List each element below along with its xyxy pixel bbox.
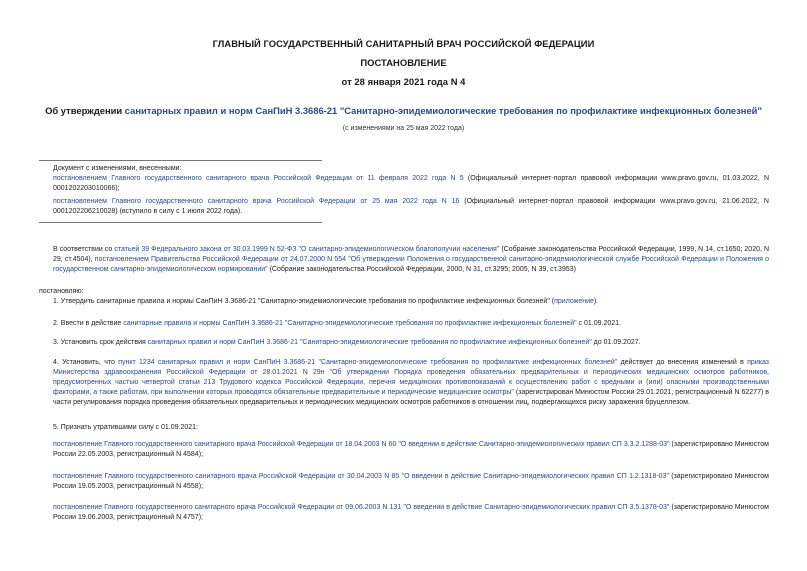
document-title (0, 105, 807, 116)
change-text: (Официальный интернет-портал правовой информации www.pravo.gov.ru, 21.06.2022, N 0001202206210028) (вступило в силу с 1 июля 2022 года). (53, 198, 769, 215)
repealed-item (53, 440, 769, 460)
top-divider (39, 160, 322, 161)
paragraph-2 (53, 319, 769, 329)
repealed-text: (зарегистрировано Минюстом России 19.06.2003, регистрационный N 4757); (53, 504, 769, 521)
paragraph-text: ). (593, 298, 599, 305)
resolve-word: постановляю: (39, 288, 84, 295)
document-date-number: от 28 января 2021 года N 4 (341, 76, 466, 87)
paragraph-text: 1. Утвердить санитарные правила и нормы СанПиН 3.3686-21 "Санитарно-эпидемиологические требования по профилактике инфекционных болезней" ( (53, 298, 555, 305)
preamble-text: В соответствии со (53, 246, 115, 253)
change-item (53, 197, 769, 217)
repealed-item (53, 472, 769, 492)
sanpin-link[interactable]: санитарные правила и нормы СанПиН 3.3686-21 "Санитарно-эпидемиологические требования по профилактике инфекционных болезней" (123, 320, 577, 327)
repealed-link[interactable]: постановление Главного государственного санитарного врача Российской Федерации от 09.06.2003 N 131 "О введении в действие Санитарно-эпидемиологических правил СП 3.5.1378-03" (53, 504, 670, 511)
paragraph-text: (зарегистрирован Минюстом России 29.01.2021, регистрационный N 62277) в части регулирования порядка проведения обязательных предварительных и периодических медицинских осмотров работников в отношении лиц, подвергающихся риску заражения бруцеллезом. (53, 389, 769, 406)
paragraph-4 (53, 358, 769, 408)
amendment-note: (с изменениями на 25 мая 2022 года) (342, 125, 465, 132)
issuing-authority: ГЛАВНЫЙ ГОСУДАРСТВЕННЫЙ САНИТАРНЫЙ ВРАЧ РОССИЙСКОЙ ФЕДЕРАЦИИ (212, 38, 595, 49)
federal-law-link[interactable]: статьей 39 Федерального закона от 30.03.1999 N 52-ФЗ "О санитарно-эпидемиологическом благополучии населения" (114, 246, 500, 253)
repealed-text: (зарегистрировано Минюстом России 19.05.2003, регистрационный N 4558); (53, 473, 769, 490)
paragraph-text: 4. Установить, что (53, 359, 119, 366)
sanpin-clause-link[interactable]: пункт 1234 санитарных правил и норм СанПиН 3.3686-21 "Санитарно-эпидемиологические требования по профилактике инфекционных болезней" (118, 359, 618, 366)
repealed-item (53, 503, 769, 523)
document-type: ПОСТАНОВЛЕНИЕ (360, 57, 447, 68)
title-link[interactable]: санитарных правил и норм СанПиН 3.3686-21 "Санитарно-эпидемиологические требования по профилактике инфекционных болезней" (124, 105, 762, 116)
appendix-link[interactable]: приложение (554, 298, 594, 305)
change-text: (Официальный интернет-портал правовой информации www.pravo.gov.ru, 01.03.2022, N 0001202203010066); (53, 175, 769, 192)
paragraph-3 (53, 338, 769, 348)
paragraph-text: с 01.09.2021. (576, 320, 621, 327)
paragraph-text: 3. Установить срок действия (53, 339, 148, 346)
bottom-divider (39, 222, 322, 223)
sanpin-link[interactable]: санитарных правил и норм СанПиН 3.3686-21 "Санитарно-эпидемиологические требования по профилактике инфекционных болезней" (147, 339, 592, 346)
paragraph-5-heading: 5. Признать утратившими силу с 01.09.2021: (53, 424, 198, 431)
paragraph-text: действует до внесения изменений в (617, 359, 748, 366)
changes-heading: Документ с изменениями, внесенными: (53, 165, 182, 172)
change-link[interactable]: постановлением Главного государственного санитарного врача Российской Федерации от 11 февраля 2022 года N 5 (53, 175, 464, 182)
title-prefix: Об утверждении (45, 105, 125, 116)
repealed-link[interactable]: постановление Главного государственного санитарного врача Российской Федерации от 18.04.2003 N 60 "О введении в действие Санитарно-эпидемиологических правил СП 3.3.2.1288-03" (53, 441, 670, 448)
preamble-text: (Собрание законодательства Российской Федерации, 1999, N 14, ст.1650; 2020, N 29, ст.4504), (53, 246, 770, 263)
change-link[interactable]: постановлением Главного государственного санитарного врача Российской Федерации от 25 мая 2022 года N 16 (53, 198, 460, 205)
paragraph-1 (53, 297, 769, 307)
paragraph-text: 2. Ввести в действие (53, 320, 124, 327)
repealed-link[interactable]: постановление Главного государственного санитарного врача Российской Федерации от 30.04.2003 N 85 "О введении в действие Санитарно-эпидемиологических правил СП 1.2.1318-03" (53, 473, 669, 480)
preamble-paragraph (53, 245, 769, 275)
change-item (53, 174, 769, 194)
repealed-text: (зарегистрировано Минюстом России 22.05.2003, регистрационный N 4584); (53, 441, 769, 458)
ministry-order-link[interactable]: приказ Министерства здравоохранения Российской Федерации от 28.01.2021 N 29н "Об утверждении Порядка проведения обязательных предварительных и периодических медицинских осмотров работников, предусмотренных частью четвертой статьи 213 Трудового кодекса Российской Федерации, перечня медицинских противопоказаний к осуществлению работ с вредными и (или) опасными производственными факторами, а также работам, при выполнении которых проводятся обязательные предварительные и периодические медицинские осмотры" (53, 359, 769, 396)
government-decree-link[interactable]: постановлением Правительства Российской Федерации от 24.07.2000 N 554 "Об утверждении Положения о государственной санитарно-эпидемиологической службе Российской Федерации и Положения о государственном санитарно-эпидемиологическом нормировании" (53, 256, 769, 273)
preamble-text: (Собрание законодательства Российской Федерации, 2000, N 31, ст.3295; 2005, N 39, ст.3953) (267, 266, 576, 273)
paragraph-text: до 01.09.2027. (591, 339, 641, 346)
